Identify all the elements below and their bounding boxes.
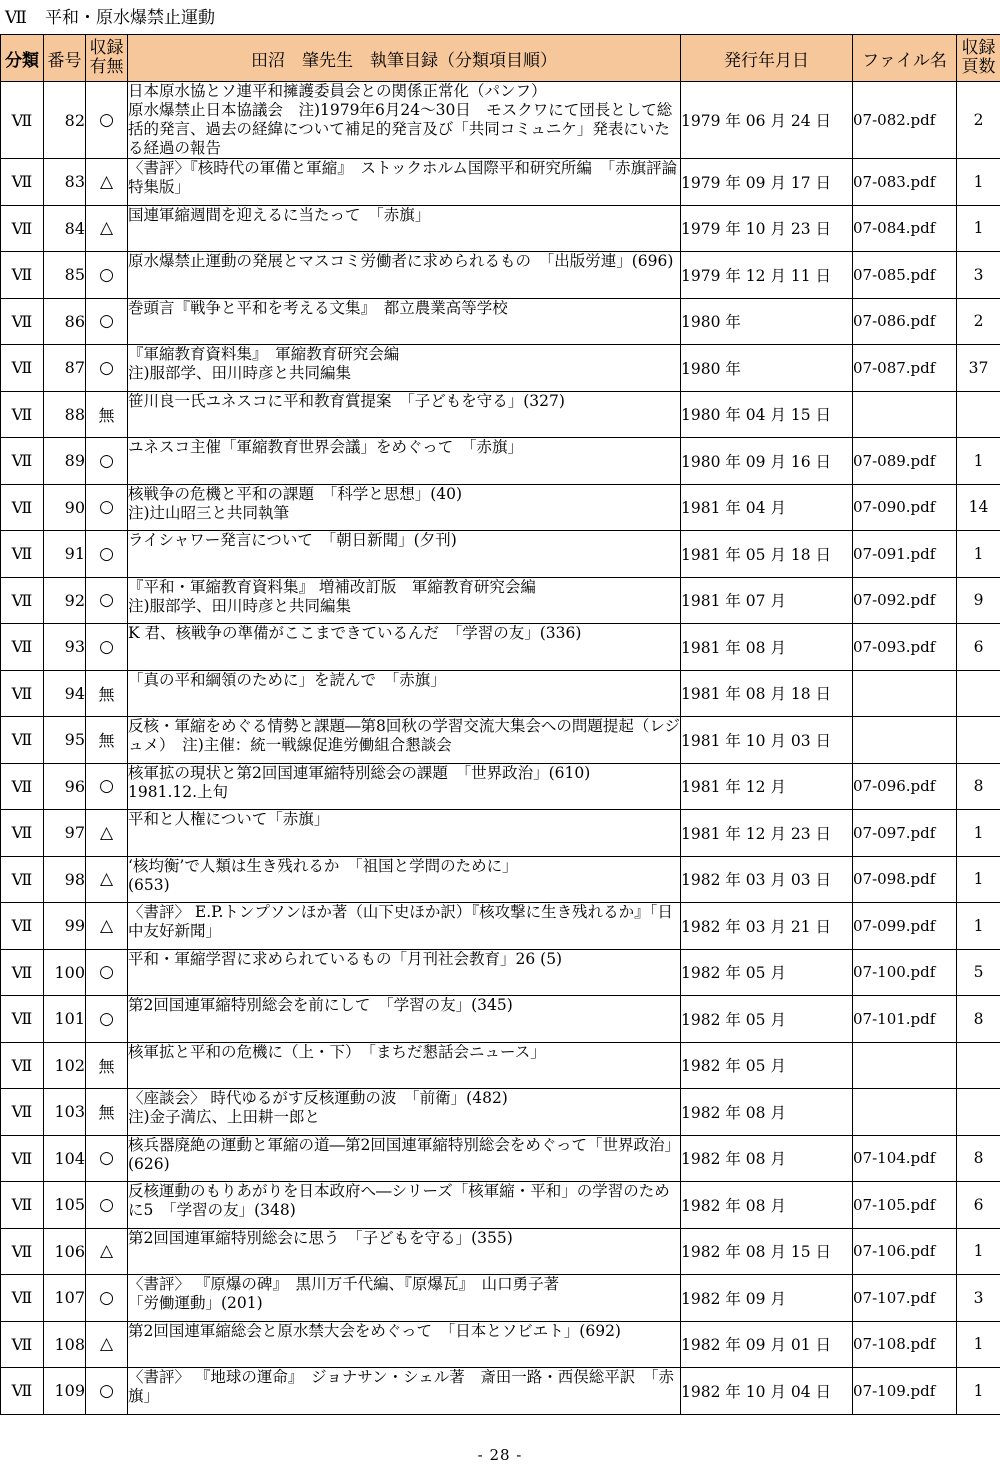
row-number: 91 bbox=[44, 531, 86, 578]
row-pages: 8 bbox=[957, 996, 1000, 1043]
table-row bbox=[1, 624, 1000, 671]
row-date: 1982 年 08 月 bbox=[681, 1089, 853, 1136]
row-title: 『軍縮教育資料集』 軍縮教育研究会編 注)服部学、田川時彦と共同編集 bbox=[128, 345, 681, 392]
row-category: Ⅶ bbox=[1, 670, 44, 717]
row-pages: 1 bbox=[957, 1368, 1000, 1415]
table-row bbox=[1, 949, 1000, 996]
row-filename: 07-101.pdf bbox=[853, 996, 957, 1043]
row-recorded: △ bbox=[86, 903, 128, 950]
table-row bbox=[1, 717, 1000, 764]
header-number: 番号 bbox=[44, 35, 86, 82]
row-pages: 5 bbox=[957, 949, 1000, 996]
row-category: Ⅶ bbox=[1, 903, 44, 950]
row-date: 1981 年 08 月 18 日 bbox=[681, 670, 853, 717]
row-date: 1980 年 bbox=[681, 298, 853, 345]
table-row bbox=[1, 484, 1000, 531]
row-date: 1982 年 05 月 bbox=[681, 949, 853, 996]
table-row bbox=[1, 670, 1000, 717]
header-pages-line2: 頁数 bbox=[961, 57, 996, 77]
table-row bbox=[1, 996, 1000, 1043]
row-filename: 07-093.pdf bbox=[853, 624, 957, 671]
table-row bbox=[1, 577, 1000, 624]
row-title: 〈書評〉 『地球の運命』 ジョナサン・シェル著 斎田一路・西俣総平訳 「赤旗」 bbox=[128, 1368, 681, 1415]
row-date: 1979 年 10 月 23 日 bbox=[681, 205, 853, 252]
header-title: 田沼 肇先生 執筆目録（分類項目順） bbox=[128, 35, 681, 82]
header-category: 分類 bbox=[1, 35, 44, 82]
row-title: 〈座談会〉 時代ゆるがす反核運動の波 「前衛」(482) 注)金子満広、上田耕一郎と bbox=[128, 1089, 681, 1136]
row-number: 82 bbox=[44, 82, 86, 159]
row-filename: 07-096.pdf bbox=[853, 763, 957, 810]
table-header-row bbox=[1, 35, 1000, 82]
row-date: 1982 年 08 月 bbox=[681, 1182, 853, 1229]
row-recorded: 無 bbox=[86, 1089, 128, 1136]
table-row bbox=[1, 1321, 1000, 1368]
table-row bbox=[1, 1089, 1000, 1136]
row-recorded: ○ bbox=[86, 949, 128, 996]
row-number: 97 bbox=[44, 810, 86, 857]
row-date: 1982 年 08 月 15 日 bbox=[681, 1228, 853, 1275]
row-title: 第2回国連軍縮総会と原水禁大会をめぐって 「日本とソビエト」(692) bbox=[128, 1321, 681, 1368]
table-row bbox=[1, 345, 1000, 392]
row-title: 笹川良一氏ユネスコに平和教育賞提案 「子どもを守る」(327) bbox=[128, 391, 681, 438]
page-number: - 28 - bbox=[477, 1446, 523, 1464]
table-row bbox=[1, 1228, 1000, 1275]
row-filename bbox=[853, 670, 957, 717]
row-recorded: ○ bbox=[86, 484, 128, 531]
row-recorded: ○ bbox=[86, 252, 128, 299]
header-recorded-line2: 有無 bbox=[89, 57, 124, 77]
row-number: 94 bbox=[44, 670, 86, 717]
row-date: 1981 年 12 月 23 日 bbox=[681, 810, 853, 857]
row-title: 国連軍縮週間を迎えるに当たって 「赤旗」 bbox=[128, 205, 681, 252]
row-number: 84 bbox=[44, 205, 86, 252]
row-filename: 07-089.pdf bbox=[853, 438, 957, 485]
row-number: 92 bbox=[44, 577, 86, 624]
row-title: 『平和・軍縮教育資料集』 増補改訂版 軍縮教育研究会編 注)服部学、田川時彦と共同編集 bbox=[128, 577, 681, 624]
row-number: 88 bbox=[44, 391, 86, 438]
row-recorded: ○ bbox=[86, 1368, 128, 1415]
row-number: 89 bbox=[44, 438, 86, 485]
row-recorded: 無 bbox=[86, 717, 128, 764]
row-filename: 07-099.pdf bbox=[853, 903, 957, 950]
row-category: Ⅶ bbox=[1, 1228, 44, 1275]
row-title: ユネスコ主催「軍縮教育世界会議」をめぐって 「赤旗」 bbox=[128, 438, 681, 485]
row-title: 〈書評〉 『原爆の碑』 黒川万千代編、『原爆瓦』 山口勇子著 「労働運動」(201) bbox=[128, 1275, 681, 1322]
table-row bbox=[1, 391, 1000, 438]
row-title: ‘核均衡’で人類は生き残れるか 「祖国と学問のために」 (653) bbox=[128, 856, 681, 903]
row-recorded: ○ bbox=[86, 531, 128, 578]
row-filename: 07-105.pdf bbox=[853, 1182, 957, 1229]
row-filename: 07-087.pdf bbox=[853, 345, 957, 392]
row-recorded: △ bbox=[86, 159, 128, 206]
row-recorded: ○ bbox=[86, 996, 128, 1043]
row-filename: 07-108.pdf bbox=[853, 1321, 957, 1368]
row-title: 日本原水協とソ連平和擁護委員会との関係正常化（パンフ） 原水爆禁止日本協議会 注)1979年6月24～30日 モスクワにて団長として総括的発言、過去の経緯について補足的発言及び「共同コミュニケ」発表にいたる経過の報告 bbox=[128, 82, 681, 159]
row-title: 反核・軍縮をめぐる情勢と課題―第8回秋の学習交流大集会への問題提起（レジュメ） 注)主催：統一戦線促進労働組合懇談会 bbox=[128, 717, 681, 764]
row-recorded: △ bbox=[86, 1321, 128, 1368]
row-filename: 07-084.pdf bbox=[853, 205, 957, 252]
row-category: Ⅶ bbox=[1, 531, 44, 578]
row-category: Ⅶ bbox=[1, 1042, 44, 1089]
table-row bbox=[1, 1135, 1000, 1182]
row-category: Ⅶ bbox=[1, 856, 44, 903]
row-date: 1982 年 03 月 21 日 bbox=[681, 903, 853, 950]
row-recorded: △ bbox=[86, 205, 128, 252]
row-filename bbox=[853, 391, 957, 438]
row-pages: 1 bbox=[957, 531, 1000, 578]
row-title: 第2回国連軍縮特別総会を前にして 「学習の友」(345) bbox=[128, 996, 681, 1043]
row-pages: 1 bbox=[957, 856, 1000, 903]
row-filename: 07-106.pdf bbox=[853, 1228, 957, 1275]
row-category: Ⅶ bbox=[1, 1089, 44, 1136]
row-pages: 2 bbox=[957, 82, 1000, 159]
row-number: 93 bbox=[44, 624, 86, 671]
row-date: 1982 年 05 月 bbox=[681, 1042, 853, 1089]
row-recorded: ○ bbox=[86, 763, 128, 810]
row-filename: 07-090.pdf bbox=[853, 484, 957, 531]
row-number: 83 bbox=[44, 159, 86, 206]
table-row bbox=[1, 903, 1000, 950]
row-date: 1979 年 09 月 17 日 bbox=[681, 159, 853, 206]
row-recorded: ○ bbox=[86, 438, 128, 485]
row-category: Ⅶ bbox=[1, 624, 44, 671]
row-recorded: ○ bbox=[86, 624, 128, 671]
row-filename bbox=[853, 717, 957, 764]
row-date: 1980 年 04 月 15 日 bbox=[681, 391, 853, 438]
row-title: 核軍拡と平和の危機に（上・下） 「まちだ懇話会ニュース」 bbox=[128, 1042, 681, 1089]
row-number: 90 bbox=[44, 484, 86, 531]
table-row bbox=[1, 531, 1000, 578]
row-number: 96 bbox=[44, 763, 86, 810]
row-title: 〈書評〉『核時代の軍備と軍縮』 ストックホルム国際平和研究所編 「赤旗評論特集版」 bbox=[128, 159, 681, 206]
row-title: 核戦争の危機と平和の課題 「科学と思想」(40) 注)辻山昭三と共同執筆 bbox=[128, 484, 681, 531]
row-filename: 07-107.pdf bbox=[853, 1275, 957, 1322]
row-recorded: ○ bbox=[86, 1275, 128, 1322]
table-row bbox=[1, 159, 1000, 206]
row-recorded: ○ bbox=[86, 298, 128, 345]
row-category: Ⅶ bbox=[1, 717, 44, 764]
table-row bbox=[1, 1368, 1000, 1415]
row-number: 108 bbox=[44, 1321, 86, 1368]
row-number: 85 bbox=[44, 252, 86, 299]
row-number: 87 bbox=[44, 345, 86, 392]
header-recorded-line1: 収録 bbox=[89, 38, 124, 58]
row-pages: 1 bbox=[957, 205, 1000, 252]
section-title bbox=[5, 4, 215, 32]
section-roman-numeral: Ⅶ bbox=[5, 8, 27, 28]
row-title: 核軍拡の現状と第2回国連軍縮特別総会の課題 「世界政治」(610) 1981.12.上旬 bbox=[128, 763, 681, 810]
row-pages: 1 bbox=[957, 1321, 1000, 1368]
row-pages: 8 bbox=[957, 763, 1000, 810]
row-date: 1982 年 09 月 01 日 bbox=[681, 1321, 853, 1368]
row-pages: 9 bbox=[957, 577, 1000, 624]
row-category: Ⅶ bbox=[1, 763, 44, 810]
row-category: Ⅶ bbox=[1, 484, 44, 531]
section-title-text: 平和・原水爆禁止運動 bbox=[44, 8, 215, 28]
header-date: 発行年月日 bbox=[681, 35, 853, 82]
row-pages: 1 bbox=[957, 1228, 1000, 1275]
row-pages: 3 bbox=[957, 1275, 1000, 1322]
row-title: 「真の平和綱領のために」を読んで 「赤旗」 bbox=[128, 670, 681, 717]
row-category: Ⅶ bbox=[1, 577, 44, 624]
row-recorded: ○ bbox=[86, 1182, 128, 1229]
row-date: 1980 年 09 月 16 日 bbox=[681, 438, 853, 485]
row-filename: 07-082.pdf bbox=[853, 82, 957, 159]
row-number: 105 bbox=[44, 1182, 86, 1229]
row-recorded: △ bbox=[86, 810, 128, 857]
table-row bbox=[1, 205, 1000, 252]
header-pages-line1: 収録 bbox=[961, 38, 996, 58]
row-date: 1981 年 10 月 03 日 bbox=[681, 717, 853, 764]
table-body bbox=[1, 82, 1000, 1415]
row-title: 巻頭言『戦争と平和を考える文集』 都立農業高等学校 bbox=[128, 298, 681, 345]
row-filename: 07-098.pdf bbox=[853, 856, 957, 903]
row-number: 109 bbox=[44, 1368, 86, 1415]
row-filename: 07-092.pdf bbox=[853, 577, 957, 624]
row-recorded: △ bbox=[86, 1228, 128, 1275]
row-date: 1981 年 12 月 bbox=[681, 763, 853, 810]
row-category: Ⅶ bbox=[1, 810, 44, 857]
row-filename: 07-083.pdf bbox=[853, 159, 957, 206]
row-filename: 07-091.pdf bbox=[853, 531, 957, 578]
row-pages: 8 bbox=[957, 1135, 1000, 1182]
row-category: Ⅶ bbox=[1, 205, 44, 252]
row-category: Ⅶ bbox=[1, 1368, 44, 1415]
row-number: 98 bbox=[44, 856, 86, 903]
row-title: 原水爆禁止運動の発展とマスコミ労働者に求められるもの 「出版労連」(696) bbox=[128, 252, 681, 299]
row-category: Ⅶ bbox=[1, 1182, 44, 1229]
row-category: Ⅶ bbox=[1, 1135, 44, 1182]
row-date: 1980 年 bbox=[681, 345, 853, 392]
row-filename bbox=[853, 1089, 957, 1136]
table-row bbox=[1, 1275, 1000, 1322]
row-title: 反核運動のもりあがりを日本政府へ―シリーズ「核軍縮・平和」の学習のために5 「学習の友」(348) bbox=[128, 1182, 681, 1229]
table-row bbox=[1, 810, 1000, 857]
table-row bbox=[1, 82, 1000, 159]
row-title: ライシャワー発言について 「朝日新聞」(夕刊) bbox=[128, 531, 681, 578]
row-date: 1979 年 12 月 11 日 bbox=[681, 252, 853, 299]
header-recorded bbox=[86, 35, 128, 82]
row-category: Ⅶ bbox=[1, 82, 44, 159]
row-pages: 1 bbox=[957, 903, 1000, 950]
row-category: Ⅶ bbox=[1, 391, 44, 438]
row-number: 101 bbox=[44, 996, 86, 1043]
row-number: 107 bbox=[44, 1275, 86, 1322]
row-date: 1981 年 07 月 bbox=[681, 577, 853, 624]
row-pages bbox=[957, 1042, 1000, 1089]
row-pages bbox=[957, 391, 1000, 438]
row-pages bbox=[957, 1089, 1000, 1136]
row-pages: 1 bbox=[957, 438, 1000, 485]
row-filename: 07-109.pdf bbox=[853, 1368, 957, 1415]
row-category: Ⅶ bbox=[1, 345, 44, 392]
table-row bbox=[1, 856, 1000, 903]
row-recorded: △ bbox=[86, 856, 128, 903]
row-category: Ⅶ bbox=[1, 438, 44, 485]
row-category: Ⅶ bbox=[1, 949, 44, 996]
row-title: 平和と人権について「赤旗」 bbox=[128, 810, 681, 857]
row-filename: 07-086.pdf bbox=[853, 298, 957, 345]
row-pages: 14 bbox=[957, 484, 1000, 531]
row-title: 平和・軍縮学習に求められているもの「月刊社会教育」26 (5) bbox=[128, 949, 681, 996]
row-number: 104 bbox=[44, 1135, 86, 1182]
table-row bbox=[1, 298, 1000, 345]
row-category: Ⅶ bbox=[1, 1321, 44, 1368]
row-filename bbox=[853, 1042, 957, 1089]
row-pages: 6 bbox=[957, 1182, 1000, 1229]
table-row bbox=[1, 763, 1000, 810]
row-title: K 君、核戦争の準備がここまできているんだ 「学習の友」(336) bbox=[128, 624, 681, 671]
row-recorded: ○ bbox=[86, 82, 128, 159]
row-recorded: ○ bbox=[86, 345, 128, 392]
row-date: 1981 年 04 月 bbox=[681, 484, 853, 531]
row-number: 102 bbox=[44, 1042, 86, 1089]
row-number: 106 bbox=[44, 1228, 86, 1275]
row-category: Ⅶ bbox=[1, 1275, 44, 1322]
row-pages: 1 bbox=[957, 159, 1000, 206]
row-pages bbox=[957, 717, 1000, 764]
table-row bbox=[1, 1042, 1000, 1089]
row-date: 1979 年 06 月 24 日 bbox=[681, 82, 853, 159]
row-filename: 07-104.pdf bbox=[853, 1135, 957, 1182]
row-title: 〈書評〉 E.P.トンプソンほか著（山下史ほか訳）『核攻撃に生き残れるか』「日中友好新聞」 bbox=[128, 903, 681, 950]
row-number: 95 bbox=[44, 717, 86, 764]
row-category: Ⅶ bbox=[1, 252, 44, 299]
row-date: 1982 年 03 月 03 日 bbox=[681, 856, 853, 903]
row-filename: 07-100.pdf bbox=[853, 949, 957, 996]
row-recorded: ○ bbox=[86, 1135, 128, 1182]
row-recorded: 無 bbox=[86, 1042, 128, 1089]
row-title: 第2回国連軍縮特別総会に思う 「子どもを守る」(355) bbox=[128, 1228, 681, 1275]
header-pages bbox=[957, 35, 1000, 82]
row-recorded: ○ bbox=[86, 577, 128, 624]
row-pages: 37 bbox=[957, 345, 1000, 392]
row-pages: 1 bbox=[957, 810, 1000, 857]
table-row bbox=[1, 1182, 1000, 1229]
row-date: 1982 年 10 月 04 日 bbox=[681, 1368, 853, 1415]
row-date: 1981 年 08 月 bbox=[681, 624, 853, 671]
header-file: ファイル名 bbox=[853, 35, 957, 82]
table-row bbox=[1, 438, 1000, 485]
row-filename: 07-097.pdf bbox=[853, 810, 957, 857]
table-row bbox=[1, 252, 1000, 299]
row-date: 1982 年 05 月 bbox=[681, 996, 853, 1043]
row-recorded: 無 bbox=[86, 670, 128, 717]
row-title: 核兵器廃絶の運動と軍縮の道―第2回国連軍縮特別総会をめぐって「世界政治」(626) bbox=[128, 1135, 681, 1182]
row-pages: 3 bbox=[957, 252, 1000, 299]
row-date: 1982 年 08 月 bbox=[681, 1135, 853, 1182]
row-number: 103 bbox=[44, 1089, 86, 1136]
row-number: 100 bbox=[44, 949, 86, 996]
row-category: Ⅶ bbox=[1, 996, 44, 1043]
row-date: 1981 年 05 月 18 日 bbox=[681, 531, 853, 578]
row-filename: 07-085.pdf bbox=[853, 252, 957, 299]
row-category: Ⅶ bbox=[1, 159, 44, 206]
row-category: Ⅶ bbox=[1, 298, 44, 345]
row-number: 99 bbox=[44, 903, 86, 950]
row-recorded: 無 bbox=[86, 391, 128, 438]
row-number: 86 bbox=[44, 298, 86, 345]
row-pages: 6 bbox=[957, 624, 1000, 671]
row-pages bbox=[957, 670, 1000, 717]
row-date: 1982 年 09 月 bbox=[681, 1275, 853, 1322]
row-pages: 2 bbox=[957, 298, 1000, 345]
catalog-table bbox=[0, 34, 1000, 1415]
